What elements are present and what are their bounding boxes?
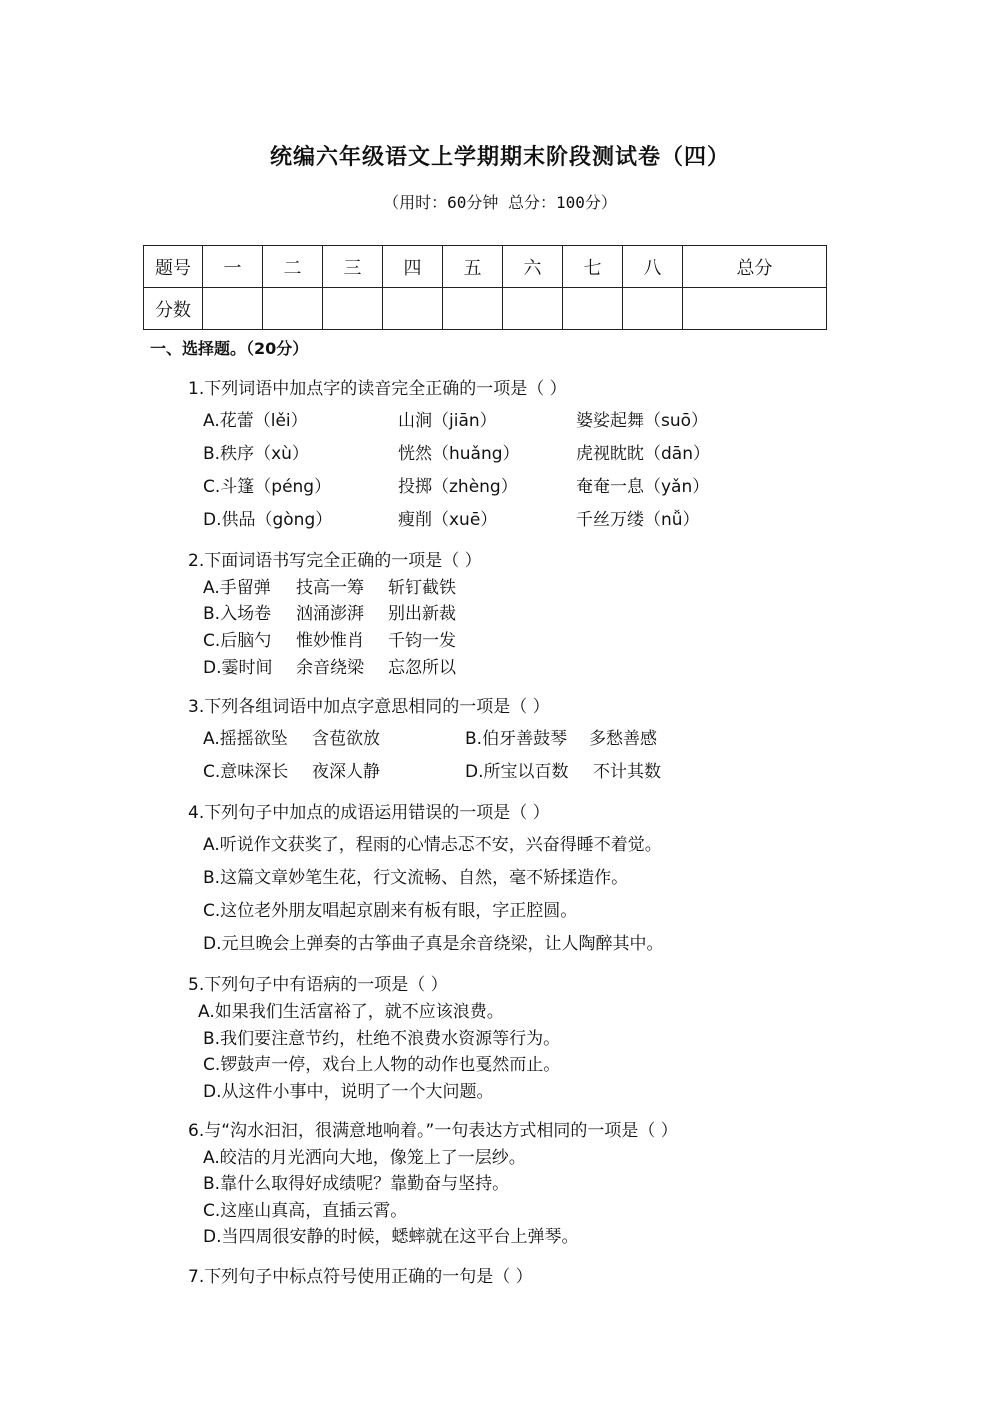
q6-option: B.靠什么取得好成绩呢？靠勤奋与坚持。: [203, 1174, 510, 1194]
score-cell: [683, 288, 827, 330]
q3-option: 含苞欲放: [312, 729, 380, 749]
row-label-cell: 分数: [144, 288, 203, 330]
q3-option: D.所宝以百数: [465, 762, 569, 782]
q2-option: 斩钉截铁: [388, 578, 456, 598]
question-5-stem: 5.下列句子中有语病的一项是（ ）: [188, 975, 448, 995]
header-cell: 六: [503, 246, 563, 288]
score-cell: [503, 288, 563, 330]
q2-option: 汹涌澎湃: [296, 604, 364, 624]
q3-option: 多愁善感: [589, 729, 657, 749]
q3-option: C.意味深长: [203, 762, 289, 782]
score-table: [143, 245, 827, 330]
header-cell: 四: [383, 246, 443, 288]
q1-option: C.斗篷（péng）: [203, 477, 332, 497]
header-cell: 七: [563, 246, 623, 288]
header-cell: 三: [323, 246, 383, 288]
q5-option: B.我们要注意节约，杜绝不浪费水资源等行为。: [203, 1029, 561, 1049]
q6-option: A.皎洁的月光洒向大地，像笼上了一层纱。: [203, 1148, 526, 1168]
q3-option: A.摇摇欲坠: [203, 729, 288, 749]
q2-option: 技高一筹: [296, 578, 364, 598]
question-7-stem: 7.下列句子中标点符号使用正确的一句是（ ）: [188, 1267, 533, 1287]
score-cell: [443, 288, 503, 330]
score-cell: [323, 288, 383, 330]
q4-option: D.元旦晚会上弹奏的古筝曲子真是余音绕梁，让人陶醉其中。: [203, 934, 664, 954]
q1-option: 婆娑起舞（suō）: [576, 411, 709, 431]
q1-option: 投掷（zhèng）: [398, 477, 518, 497]
q5-option: D.从这件小事中，说明了一个大问题。: [203, 1082, 494, 1102]
score-table-header-row: [144, 246, 827, 288]
q1-option: B.秩序（xù）: [203, 444, 309, 464]
question-2-stem: 2.下面词语书写完全正确的一项是（ ）: [188, 551, 482, 571]
header-cell: 五: [443, 246, 503, 288]
score-cell: [263, 288, 323, 330]
header-cell: 一: [203, 246, 263, 288]
q2-option: D.霎时间: [203, 658, 273, 678]
section-heading: 一、选择题。（20分）: [150, 339, 309, 358]
q1-option: 瘦削（xuē）: [398, 510, 498, 530]
score-cell: [623, 288, 683, 330]
q1-option: 奄奄一息（yǎn）: [576, 477, 710, 497]
page-title: 统编六年级语文上学期期末阶段测试卷（四）: [269, 145, 730, 170]
header-cell: 八: [623, 246, 683, 288]
q1-option: A.花蕾（lěi）: [203, 411, 308, 431]
q2-option: B.入场卷: [203, 604, 272, 624]
question-1-stem: 1.下列词语中加点字的读音完全正确的一项是（ ）: [188, 379, 567, 399]
question-3-stem: 3.下列各组词语中加点字意思相同的一项是（ ）: [188, 697, 550, 717]
q1-option: 恍然（huǎng）: [398, 444, 520, 464]
q3-option: 夜深人静: [312, 762, 380, 782]
q2-option: 余音绕梁: [296, 658, 364, 678]
q1-option: D.供品（gòng）: [203, 510, 333, 530]
q1-option: 虎视眈眈（dān）: [576, 444, 710, 464]
q2-option: 忘忽所以: [388, 658, 456, 678]
question-6-stem: 6.与“沟水汩汩，很满意地响着。”一句表达方式相同的一项是（ ）: [188, 1121, 678, 1141]
score-cell: [203, 288, 263, 330]
q4-option: B.这篇文章妙笔生花，行文流畅、自然，毫不矫揉造作。: [203, 868, 629, 888]
question-4-stem: 4.下列句子中加点的成语运用错误的一项是（ ）: [188, 803, 550, 823]
q1-option: 千丝万缕（nǚ）: [576, 510, 700, 530]
page-subtitle: （用时：60分钟 总分：100分）: [383, 193, 617, 212]
score-cell: [563, 288, 623, 330]
q3-option: B.伯牙善鼓琴: [465, 729, 568, 749]
q4-option: C.这位老外朋友唱起京剧来有板有眼，字正腔圆。: [203, 901, 578, 921]
header-cell: 题号: [144, 246, 203, 288]
score-cell: [383, 288, 443, 330]
q6-option: D.当四周很安静的时候，蟋蟀就在这平台上弹琴。: [203, 1227, 579, 1247]
q2-option: 惟妙惟肖: [296, 631, 364, 651]
header-cell: 总分: [683, 246, 827, 288]
score-table-score-row: [144, 288, 827, 330]
q6-option: C.这座山真高，直插云霄。: [203, 1201, 408, 1221]
header-cell: 二: [263, 246, 323, 288]
q2-option: A.手留弹: [203, 578, 271, 598]
q2-option: C.后脑勺: [203, 631, 272, 651]
q2-option: 别出新裁: [388, 604, 456, 624]
q2-option: 千钧一发: [388, 631, 456, 651]
q3-option: 不计其数: [593, 762, 661, 782]
q5-option: A.如果我们生活富裕了，就不应该浪费。: [198, 1002, 504, 1022]
q1-option: 山涧（jiān）: [398, 411, 497, 431]
q5-option: C.锣鼓声一停，戏台上人物的动作也戛然而止。: [203, 1055, 561, 1075]
q4-option: A.听说作文获奖了，程雨的心情忐忑不安，兴奋得睡不着觉。: [203, 835, 662, 855]
